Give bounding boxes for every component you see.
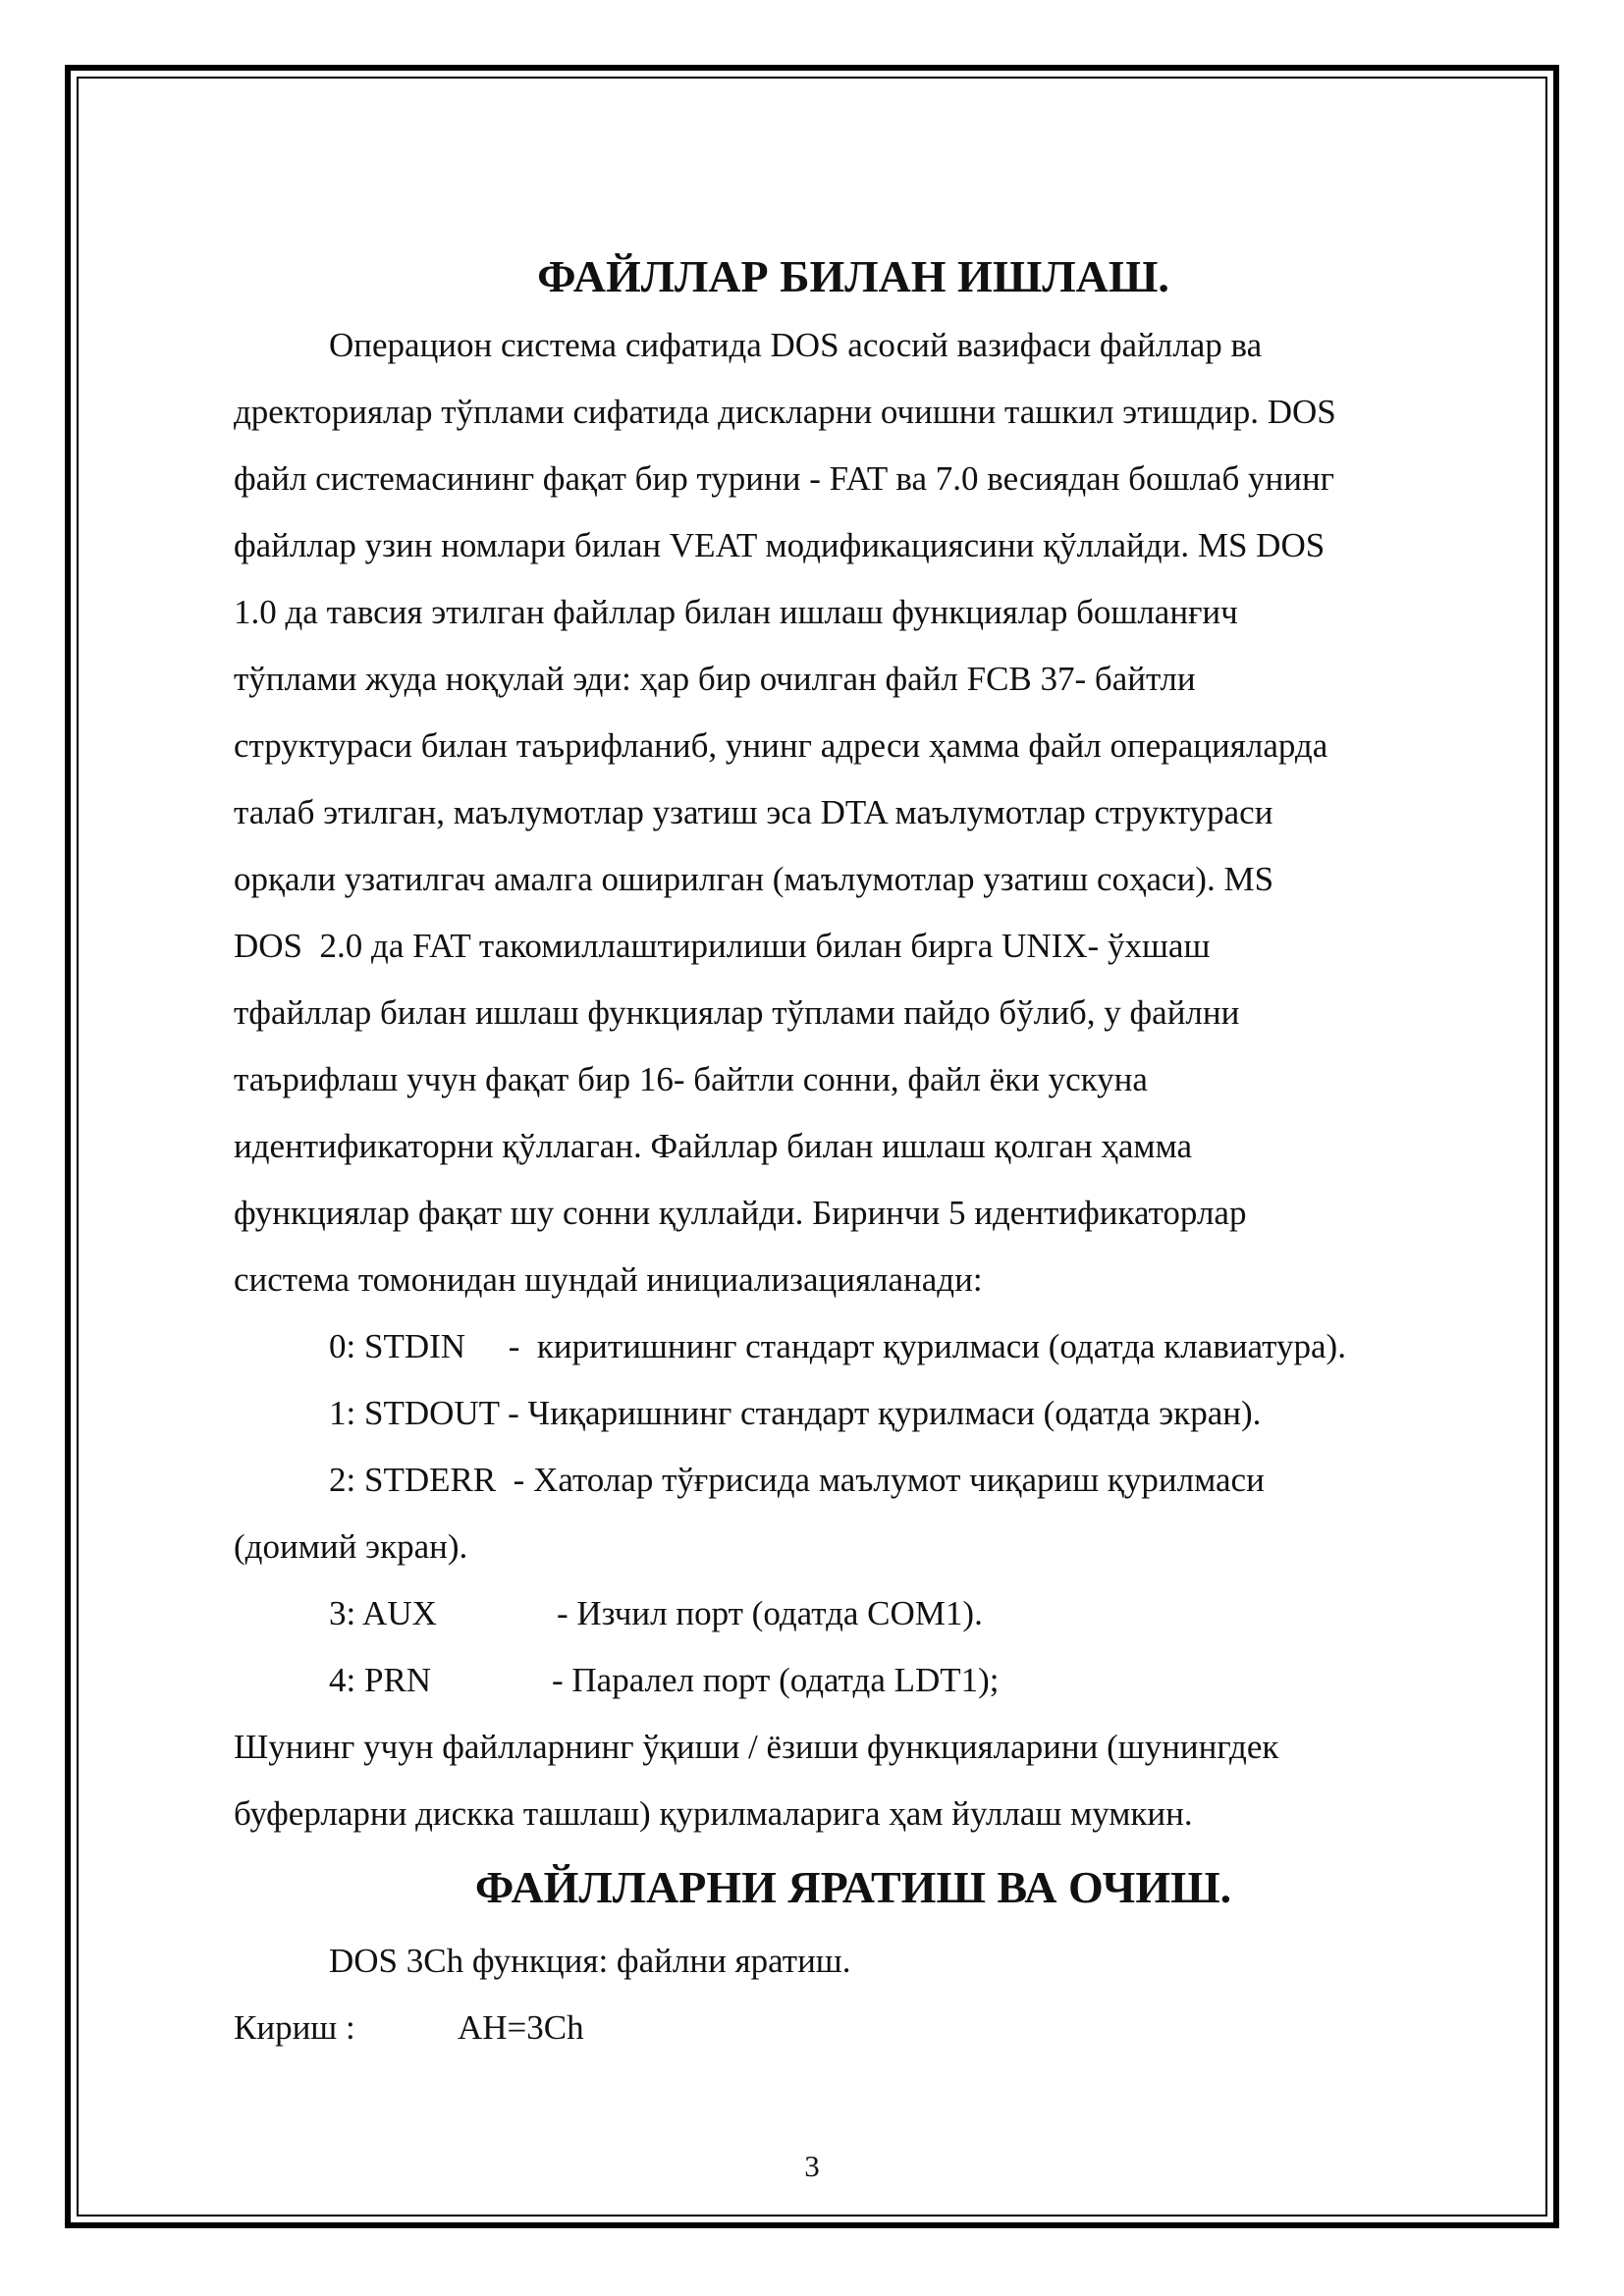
paragraph-line: буферларни дискка ташлаш) қурилмаларига ҳам йуллаш мумкин.	[234, 1794, 1193, 1833]
page-content	[234, 241, 1473, 2061]
paragraph-line: система томонидан шундай инициализацияланади:	[234, 1260, 983, 1299]
paragraph-line: 1.0 да тавсия этилган файллар билан ишлаш функциялар бошланғич	[234, 593, 1238, 631]
paragraph-line: Шунинг учун файлларнинг ўқиши / ёзиши функцияларини (шунингдек	[234, 1728, 1279, 1766]
paragraph-line: функциялар фақат шу сонни қуллайди. Биринчи 5 идентификаторлар	[234, 1194, 1247, 1232]
identifier-list	[234, 1313, 1473, 1714]
paragraph-line: талаб этилган, маълумотлар узатиш эса DTA маълумотлар структураси	[234, 793, 1273, 831]
paragraph-line: структураси билан таърифланиб, унинг адреси ҳамма файл операцияларда	[234, 726, 1328, 765]
paragraph-line: идентификаторни қўллаган. Файллар билан ишлаш қолган ҳамма	[234, 1127, 1193, 1165]
paragraph-line: DOS 2.0 да FAT такомиллаштирилиши билан бирга UNIX- ўхшаш	[234, 927, 1211, 965]
paragraph-line: Операцион система сифатида DOS асосий вазифаси файллар ва	[329, 326, 1263, 364]
identifier-code: 3: AUX	[329, 1594, 437, 1632]
paragraph-line: файл системасининг фақат бир турини - FAT ва 7.0 весиядан бошлаб унинг	[234, 459, 1335, 498]
identifier-item-stderr-continued: (доимий экран).	[234, 1527, 468, 1566]
identifier-item-prn	[234, 1647, 1473, 1714]
identifier-item-stdout: 1: STDOUT - Чиқаришнинг стандарт қурилмаси (одатда экран).	[329, 1394, 1262, 1432]
closing-paragraph	[234, 1714, 1473, 1847]
identifier-item-stdin: 0: STDIN - киритишнинг стандарт қурилмаси (одатда клавиатура).	[329, 1327, 1346, 1365]
page-number: 3	[804, 2149, 820, 2183]
identifier-item-aux	[234, 1580, 1473, 1647]
identifier-description: - Изчил порт (одатда COM1).	[557, 1594, 983, 1632]
identifier-item-stderr: 2: STDERR - Хатолар тўғрисида маълумот чиқариш қурилмаси	[329, 1461, 1265, 1499]
paragraph-line: тфайллар билан ишлаш функциялар тўплами пайдо бўлиб, у файлни	[234, 993, 1240, 1032]
identifier-description: - Паралел порт (одатда LDT1);	[552, 1661, 1000, 1699]
paragraph-line: файллар узин номлари билан VEAT модификациясини қўллайди. MS DOS	[234, 526, 1326, 564]
input-label: Кириш :	[234, 2008, 355, 2047]
identifier-code: 4: PRN	[329, 1661, 432, 1699]
input-value: AH=3Ch	[458, 2008, 584, 2047]
input-line	[234, 1995, 1473, 2061]
heading-create-open: ФАЙЛЛАРНИ ЯРАТИШ ВА ОЧИШ.	[474, 1862, 1232, 1912]
paragraph-line: таърифлаш учун фақат бир 16- байтли сонни, файл ёки ускуна	[234, 1060, 1148, 1098]
paragraph-line: дректориялар тўплами сифатида дискларни очишни ташкил этишдир. DOS	[234, 393, 1336, 431]
intro-paragraph	[234, 312, 1473, 1313]
function-line: DOS 3Ch функция: файлни яратиш.	[329, 1942, 851, 1980]
paragraph-line: тўплами жуда ноқулай эди: ҳар бир очилган файл FCB 37- байтли	[234, 660, 1196, 698]
paragraph-line: орқали узатилгач амалга оширилган (маълумотлар узатиш соҳаси). MS	[234, 860, 1274, 898]
heading-files: ФАЙЛЛАР БИЛАН ИШЛАШ.	[537, 251, 1169, 301]
